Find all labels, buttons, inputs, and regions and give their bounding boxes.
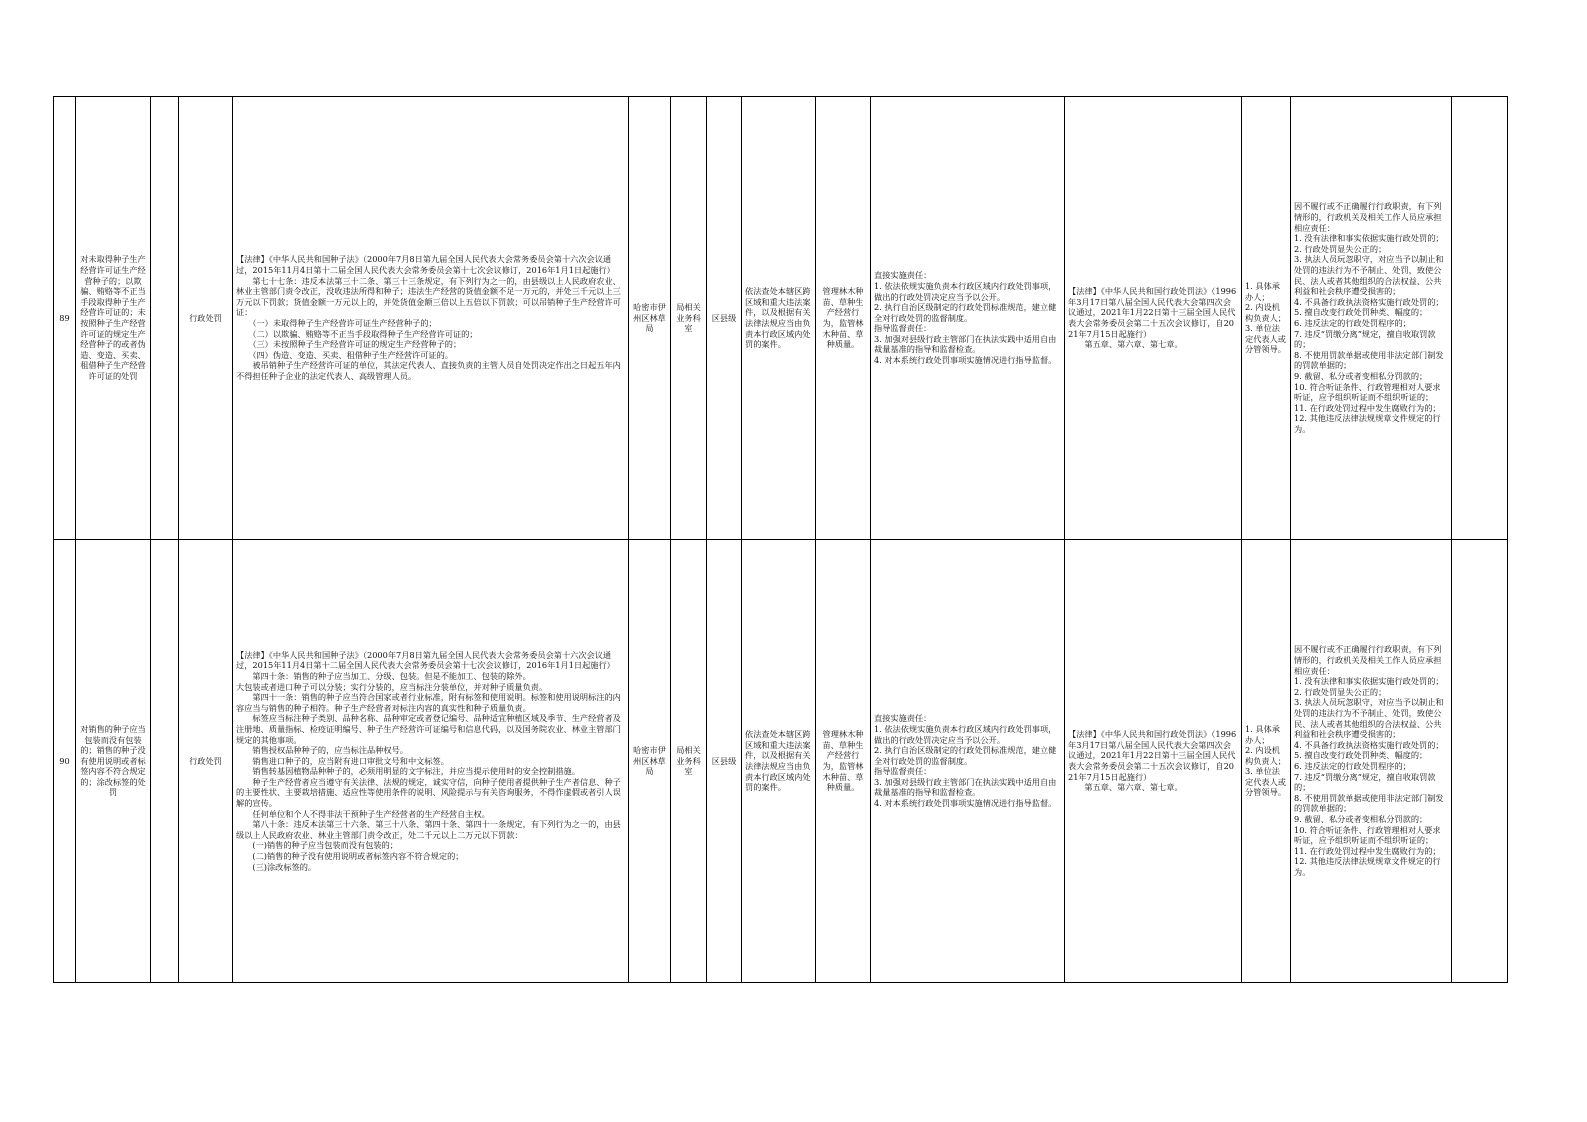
accountability-law: 【法律】《中华人民共和国行政处罚法》（1996年3月17日第八届全国人民代表大会第四次会议通过，2021年1月22日第十三届全国人民代表大会常务委员会第二十五次会议修订，自2021年7月15日起施行） 第五章、第六章、第七章。: [1065, 97, 1242, 540]
management-scope: 管理林木种苗、草种生产经营行为，监管林木种苗、草种质量。: [816, 540, 871, 983]
item-name: 对未取得种子生产经营许可证生产经营种子的；以欺骗、贿赂等不正当手段取得种子生产经营许可证的；未按照种子生产经营许可证的规定生产经营种子的或者伪造、变造、买卖、租借种子生产经营许可证的处罚: [76, 97, 151, 540]
sub-item: [151, 97, 179, 540]
item-type: 行政处罚: [179, 540, 233, 983]
management-scope: 管理林木种苗、草种生产经营行为，监管林木种苗、草种质量。: [816, 97, 871, 540]
department: 局相关业务科室: [671, 540, 707, 983]
duty-items: 直接实施责任： 1. 依法依规实施负责本行政区域内行政处罚事项，做出的行政处罚决定应当予以公开。 2. 执行自治区级制定的行政处罚标准规范，建立健全对行政处罚的监督制度。 指导监督责任： 3. 加强对县级行政主管部门在执法实践中适用自由裁量基准的指导和监督检查。 4. 对本系统行政处罚事项实施情况进行指导监督。: [871, 97, 1065, 540]
level-responsibility: 依法查处本辖区跨区域和重大违法案件，以及根据有关法律法规应当由负责本行政区域内处罚的案件。: [742, 540, 816, 983]
accountability-cases: 因不履行或不正确履行行政职责，有下列情形的，行政机关及相关工作人员应承担相应责任： 1. 没有法律和事实依据实施行政处罚的； 2. 行政处罚显失公正的； 3. 执法人员玩忽职守，对应当予以制止和处罚的违法行为不予制止、处罚，致使公民、法人或者其他组织的合法权益、公共利益和社会秩序遭受损害的； 4. 不具备行政执法资格实施行政处罚的； 5. 擅自改变行政处罚种类、幅度的； 6. 违反法定的行政处罚程序的； 7. 违反“罚缴分离”规定，擅自收取罚款的； 8. 不使用罚款单据或使用非法定部门制发的罚款单据的； 9. 截留、私分或者变相私分罚款的； 10. 符合听证条件、行政管理相对人要求听证，应予组织听证而不组织听证的； 11. 在行政处罚过程中发生腐败行为的； 12. 其他违反法律法规规章文件规定的行为。: [1291, 540, 1452, 983]
remark: [1452, 540, 1508, 983]
responsible-person: 1. 具体承办人； 2. 内设机构负责人； 3. 单位法定代表人或分管领导。: [1242, 540, 1291, 983]
admin-level: 区县级: [707, 97, 742, 540]
implementing-subject: 哈密市伊州区林草局: [629, 97, 671, 540]
remark: [1452, 97, 1508, 540]
table-row: [54, 97, 1508, 540]
row-number: 89: [54, 97, 76, 540]
implementing-subject: 哈密市伊州区林草局: [629, 540, 671, 983]
admin-level: 区县级: [707, 540, 742, 983]
responsibility-table: [53, 96, 1508, 983]
duty-items: 直接实施责任： 1. 依法依规实施负责本行政区域内行政处罚事项，做出的行政处罚决定应当予以公开。 2. 执行自治区级制定的行政处罚标准规范，建立健全对行政处罚的监督制度。 指导监督责任： 3. 加强对县级行政主管部门在执法实践中适用自由裁量基准的指导和监督检查。 4. 对本系统行政处罚事项实施情况进行指导监督。: [871, 540, 1065, 983]
legal-basis: 【法律】《中华人民共和国种子法》（2000年7月8日第九届全国人民代表大会常务委员会第十六次会议通过，2015年11月4日第十二届全国人民代表大会常务委员会第十七次会议修订，2016年1月1日起施行） 第四十条：销售的种子应当加工、分级、包装。但是不能加工、包装的除外。 大包装或者进口种子可以分装；实行分装的，应当标注分装单位，并对种子质量负责。 第四十一条：销售的种子应当符合国家或者行业标准，附有标签和使用说明。标签和使用说明标注的内容应当与销售的种子相符。种子生产经营者对标注内容的真实性和种子质量负责。 标签应当标注种子类别、品种名称、品种审定或者登记编号、品种适宜种植区域及季节、生产经营者及注册地、质量指标、检疫证明编号、种子生产经营许可证编号和信息代码，以及国务院农业、林业主管部门规定的其他事项。 销售授权品种种子的，应当标注品种权号。 销售进口种子的，应当附有进口审批文号和中文标签。 销售转基因植物品种种子的，必须用明显的文字标注，并应当提示使用时的安全控制措施。 种子生产经营者应当遵守有关法律、法规的规定，诚实守信，向种子使用者提供种子生产者信息、种子的主要性状、主要栽培措施、适应性等使用条件的说明、风险提示与有关咨询服务，不得作虚假或者引人误解的宣传。 任何单位和个人不得非法干预种子生产经营者的生产经营自主权。 第八十条：违反本法第三十六条、第三十八条、第四十条、第四十一条规定，有下列行为之一的，由县级以上人民政府农业、林业主管部门责令改正，处二千元以上二万元以下罚款： (一)销售的种子应当包装而没有包装的； (二)销售的种子没有使用说明或者标签内容不符合规定的； (三)涂改标签的。: [233, 540, 629, 983]
sub-item: [151, 540, 179, 983]
responsible-person: 1. 具体承办人； 2. 内设机构负责人； 3. 单位法定代表人或分管领导。: [1242, 97, 1291, 540]
table-row: [54, 540, 1508, 983]
item-name: 对销售的种子应当包装而没有包装的；销售的种子没有使用说明或者标签内容不符合规定的；涂改标签的处罚: [76, 540, 151, 983]
legal-basis: 【法律】《中华人民共和国种子法》（2000年7月8日第九届全国人民代表大会常务委员会第十六次会议通过，2015年11月4日第十二届全国人民代表大会常务委员会第十七次会议修订，2016年1月1日起施行） 第七十七条：违反本法第三十二条、第三十三条规定，有下列行为之一的，由县级以上人民政府农业、林业主管部门责令改正，没收违法所得和种子；违法生产经营的货值金额不足一万元的，并处三千元以上三万元以下罚款；货值金额一万元以上的，并处货值金额三倍以上五倍以下罚款；可以吊销种子生产经营许可证： （一）未取得种子生产经营许可证生产经营种子的； （二）以欺骗、贿赂等不正当手段取得种子生产经营许可证的； （三）未按照种子生产经营许可证的规定生产经营种子的； （四）伪造、变造、买卖、租借种子生产经营许可证的。 被吊销种子生产经营许可证的单位，其法定代表人、直接负责的主管人员自处罚决定作出之日起五年内不得担任种子企业的法定代表人、高级管理人员。: [233, 97, 629, 540]
accountability-cases: 因不履行或不正确履行行政职责，有下列情形的，行政机关及相关工作人员应承担相应责任： 1. 没有法律和事实依据实施行政处罚的； 2. 行政处罚显失公正的； 3. 执法人员玩忽职守，对应当予以制止和处罚的违法行为不予制止、处罚，致使公民、法人或者其他组织的合法权益、公共利益和社会秩序遭受损害的； 4. 不具备行政执法资格实施行政处罚的； 5. 擅自改变行政处罚种类、幅度的； 6. 违反法定的行政处罚程序的； 7. 违反“罚缴分离”规定，擅自收取罚款的； 8. 不使用罚款单据或使用非法定部门制发的罚款单据的； 9. 截留、私分或者变相私分罚款的； 10. 符合听证条件、行政管理相对人要求听证，应予组织听证而不组织听证的； 11. 在行政处罚过程中发生腐败行为的； 12. 其他违反法律法规规章文件规定的行为。: [1291, 97, 1452, 540]
department: 局相关业务科室: [671, 97, 707, 540]
accountability-law: 【法律】《中华人民共和国行政处罚法》（1996年3月17日第八届全国人民代表大会第四次会议通过，2021年1月22日第十三届全国人民代表大会常务委员会第二十五次会议修订，自2021年7月15日起施行） 第五章、第六章、第七章。: [1065, 540, 1242, 983]
level-responsibility: 依法查处本辖区跨区域和重大违法案件，以及根据有关法律法规应当由负责本行政区域内处罚的案件。: [742, 97, 816, 540]
item-type: 行政处罚: [179, 97, 233, 540]
row-number: 90: [54, 540, 76, 983]
